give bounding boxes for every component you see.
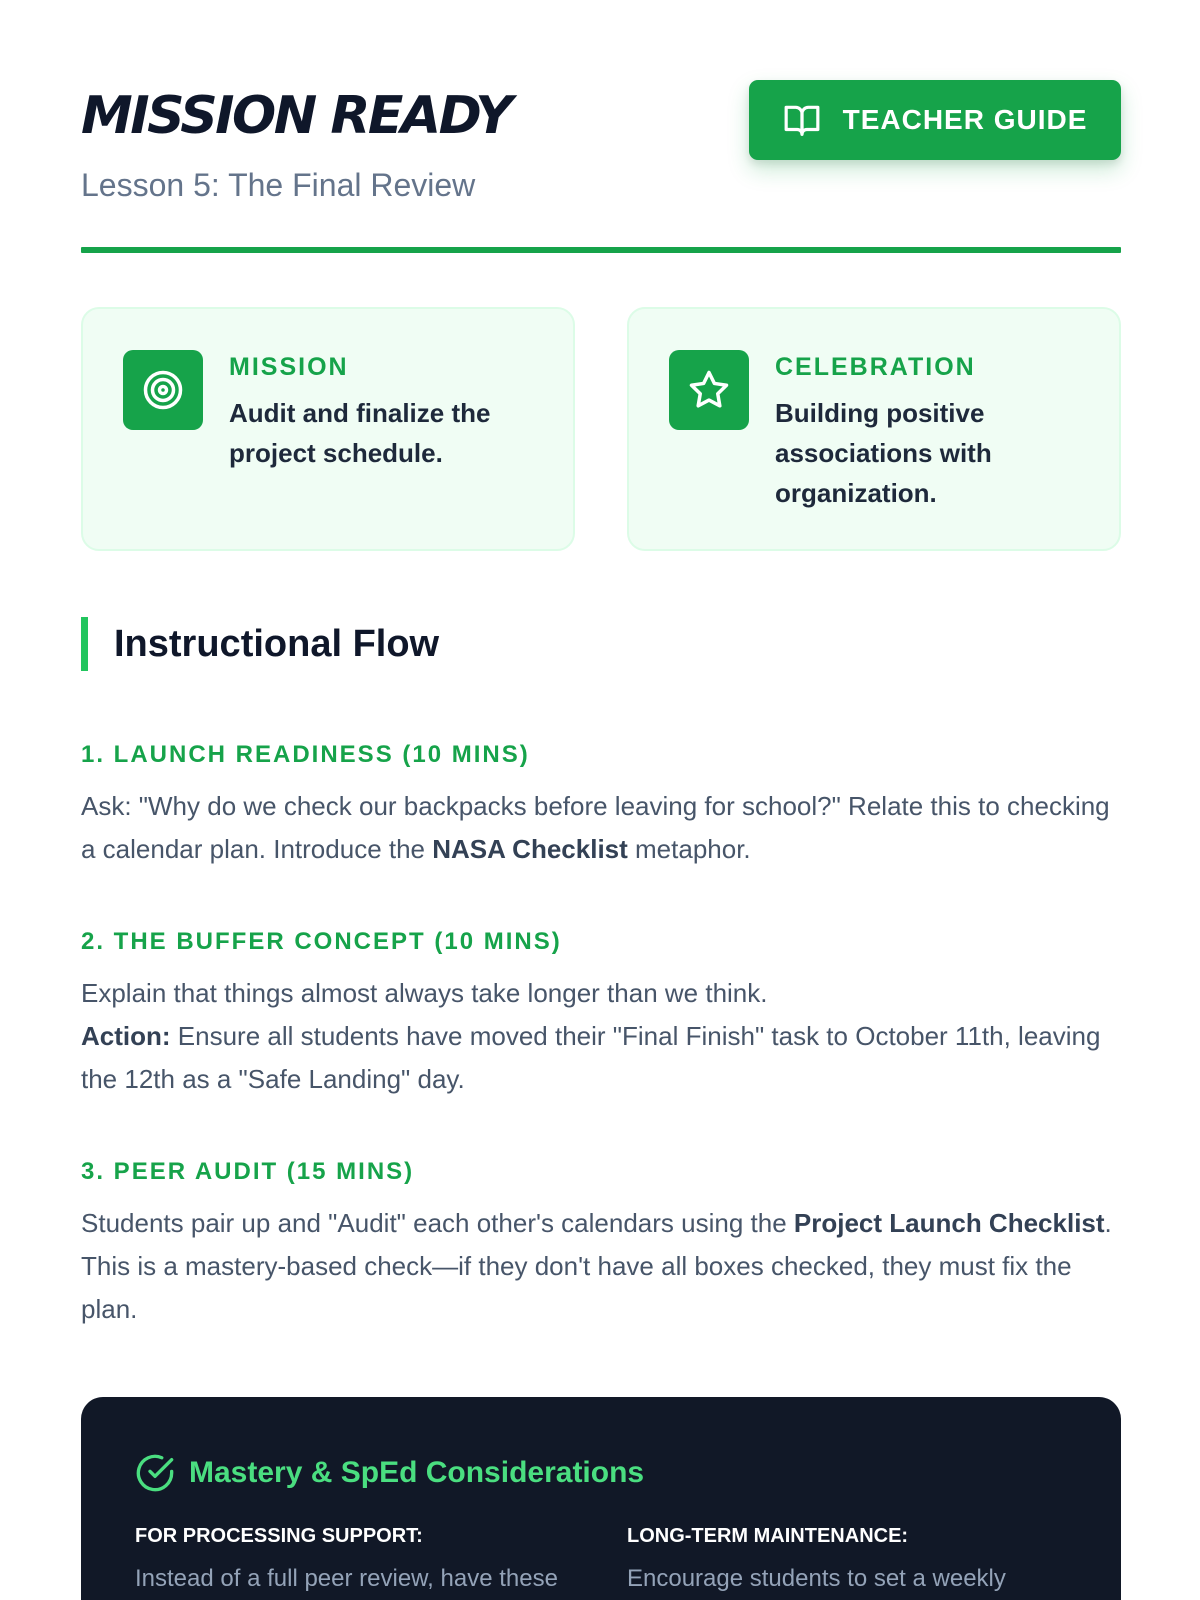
step-1-body: [81, 785, 1121, 871]
mission-card: [81, 307, 575, 551]
lesson-subtitle: Lesson 5: The Final Review: [81, 167, 476, 203]
step-2-action-label: Action:: [81, 1021, 171, 1051]
processing-support-text: Instead of a full peer review, have these: [135, 1565, 558, 1592]
step-1-bold: NASA Checklist: [432, 834, 628, 864]
step-1-text-b: metaphor.: [627, 834, 751, 864]
check-circle-icon: [135, 1453, 175, 1493]
target-icon: [123, 350, 203, 430]
step-2-body: [81, 972, 1121, 1101]
lesson-page: [81, 0, 1121, 1592]
celebration-text: Building positive associations with organization.: [775, 398, 992, 508]
book-open-icon: [783, 101, 821, 139]
mission-text: Audit and finalize the project schedule.: [229, 398, 491, 468]
long-term-maintenance-label: LONG-TERM MAINTENANCE:: [627, 1525, 909, 1547]
step-1-text-a: Ask: "Why do we check our backpacks before leaving for school?" Relate this to checking a calendar plan. Introduce the: [81, 791, 1110, 864]
mission-label: MISSION: [229, 353, 349, 381]
panel-heading: [135, 1453, 644, 1493]
processing-support-label: FOR PROCESSING SUPPORT:: [135, 1525, 423, 1547]
page-header: [81, 0, 1121, 253]
panel-title: Mastery & SpEd Considerations: [189, 1456, 645, 1489]
step-2-title: 2. THE BUFFER CONCEPT (10 MINS): [81, 928, 562, 955]
celebration-card: [627, 307, 1121, 551]
section-title: Instructional Flow: [114, 623, 440, 665]
step-3-title: 3. PEER AUDIT (15 MINS): [81, 1158, 415, 1185]
teacher-guide-label: TEACHER GUIDE: [842, 104, 1088, 135]
section-accent-bar: [81, 617, 88, 671]
step-2-line-2: Ensure all students have moved their "Final Finish" task to October 11th, leaving the 12th as a "Safe Landing" day.: [81, 1021, 1101, 1094]
step-3-body: [81, 1202, 1121, 1331]
celebration-label: CELEBRATION: [775, 353, 976, 381]
step-3-text-a: Students pair up and "Audit" each other's calendars using the: [81, 1208, 794, 1238]
step-3-bold: Project Launch Checklist: [793, 1208, 1105, 1238]
page-title: MISSION READY: [81, 86, 511, 146]
long-term-maintenance-text: Encourage students to set a weekly: [627, 1565, 1006, 1592]
step-2-line-1: Explain that things almost always take longer than we think.: [81, 978, 768, 1008]
teacher-guide-button[interactable]: [749, 80, 1121, 160]
star-icon: [669, 350, 749, 430]
step-1-title: 1. LAUNCH READINESS (10 MINS): [81, 741, 530, 768]
step-3-text-b: . This is a mastery-based check—if they don't have all boxes checked, they must fix the plan.: [81, 1208, 1112, 1324]
objective-cards: [81, 307, 1121, 551]
considerations-panel: [81, 1397, 1121, 1600]
header-divider: [81, 247, 1121, 253]
